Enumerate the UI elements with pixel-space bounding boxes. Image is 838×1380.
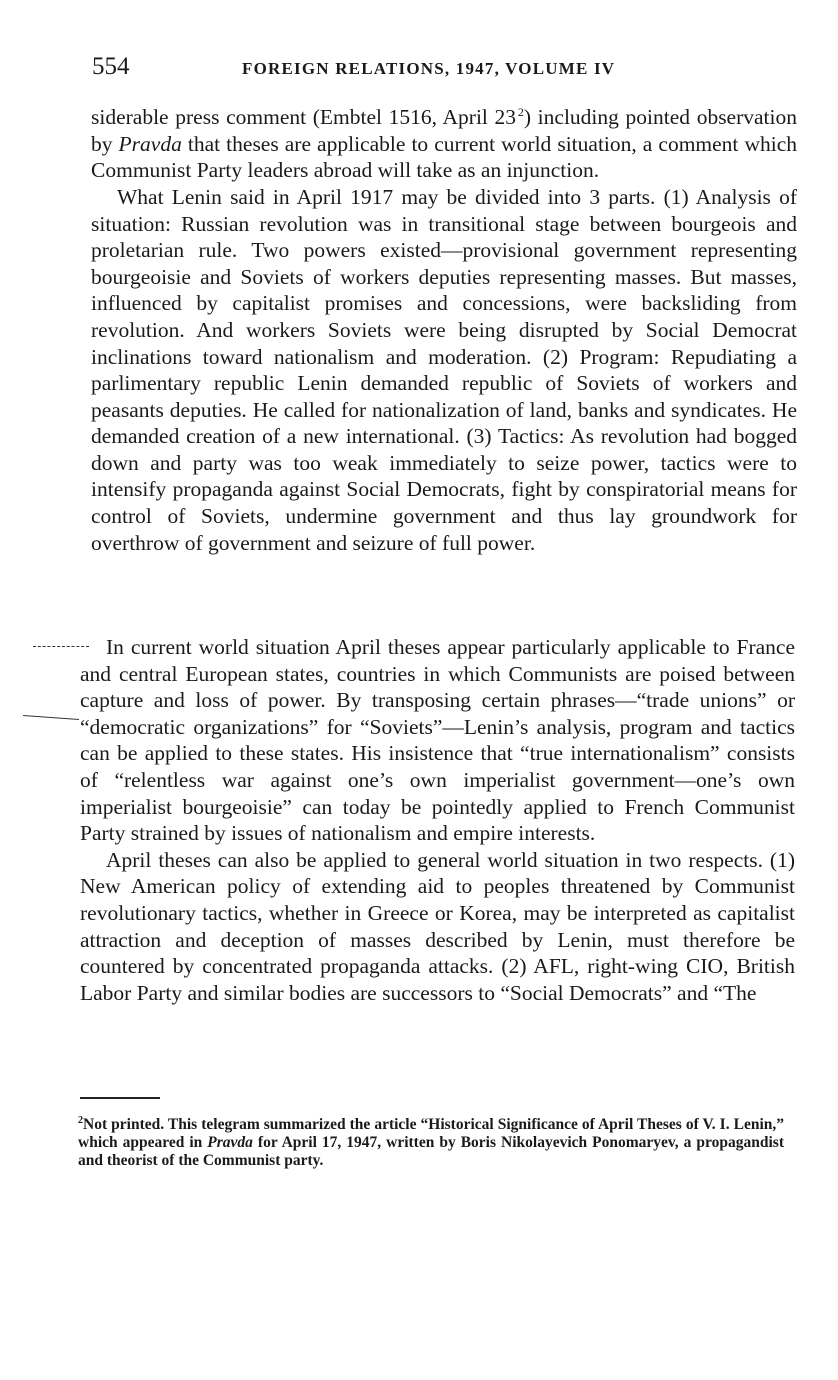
running-head: FOREIGN RELATIONS, 1947, VOLUME IV (242, 59, 616, 78)
paragraph-text: ) including pointed observation by (91, 105, 797, 156)
paragraph-text: siderable press comment (Embtel 1516, April 23 (91, 105, 517, 130)
paragraph-current-world-situation: In current world situation April theses appear particularly applicable to France and central European states, countries in which Communists are poised between capture and loss of power. By transposing certain phrases—“trade unions” or “democratic organizations” for “Soviets”—Lenin’s analysis, program and tactics can be applied to these states. His insistence that “true internationalism” consists of “relentless war against one’s own imperialist government—one’s own imperialist bourgeoisie” can today be pointedly applied to French Communist Party strained by issues of nationalism and empire interests. (80, 635, 795, 846)
paragraph-text: that theses are applicable to current world situation, a comment which Communist Party leaders abroad will take as an injunction. (91, 131, 797, 183)
italic-publication-name: Pravda (118, 131, 182, 156)
paragraph-continuation (91, 99, 797, 184)
paragraph-lenin-april-1917: What Lenin said in April 1917 may be divided into 3 parts. (1) Analysis of situation: Russian revolution was in transitional stage between bourgeois and proletarian rule. Two powers existed—provisional government representing bourgeoisie and Soviets of workers deputies representing masses. But masses, influenced by capitalist promises and concessions, were backsliding from revolution. And workers Soviets were being disrupted by Social Democrat inclinations toward nationalism and moderation. (2) Program: Repudiating a parlimentary republic Lenin demanded republic of Soviets of workers and peasants deputies. He called for nationalization of land, banks and syndicates. He demanded creation of a new international. (3) Tactics: As revolution had bogged down and party was too weak immediately to seize power, tactics were to intensify propaganda against Social Democrats, fight by conspiratorial means for control of Soviets, undermine government and thus lay groundwork for overthrow of government and seizure of full power. (91, 184, 797, 555)
page-number: 554 (92, 53, 130, 80)
margin-mark-line (23, 715, 79, 720)
footnote-marker: 2 (78, 1115, 83, 1126)
footnote-rule (80, 1097, 160, 1099)
paragraph-general-world-situation: April theses can also be applied to general world situation in two respects. (1) New American policy of extending aid to peoples threatened by Communist revolutionary tactics, whether in Greece or Korea, may be interpreted as capitalist attraction and deception of masses described by Lenin, must therefore be countered by concentrated propaganda attacks. (2) AFL, right-wing CIO, British Labor Party and similar bodies are successors to “Social Democrats” and “The (80, 847, 795, 1005)
footnote-text: for April 17, 1947, written by Boris Nikolayevich Ponomaryev, a propagandist and theorist of the Communist party. (78, 1134, 784, 1170)
page-header (92, 50, 792, 84)
footnote (78, 1112, 784, 1170)
footnote-text: Not printed. This telegram summarized the article “Historical Significance of April Theses of V. I. Lenin,” which appeared in (78, 1116, 784, 1152)
body-text-upper (91, 99, 797, 556)
footnote-reference: 2 (517, 105, 524, 119)
body-text-lower (80, 634, 795, 1006)
italic-publication-name: Pravda (207, 1134, 253, 1152)
